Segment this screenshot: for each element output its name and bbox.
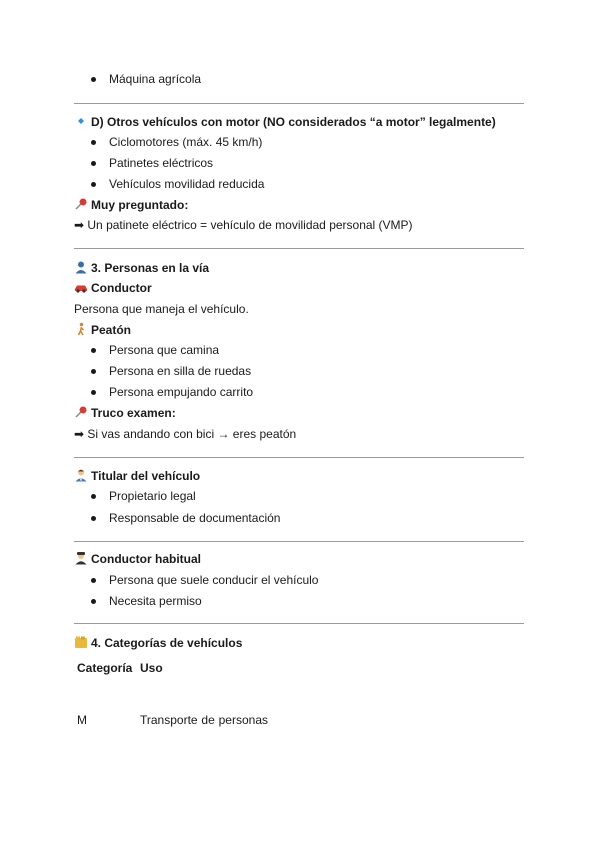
section-4-heading: 4. Categorías de vehículos [74, 635, 242, 651]
tip-text: ➡ Si vas andando con bici → eres peatón [74, 427, 297, 441]
list-item: Vehículos movilidad reducida [109, 177, 265, 191]
habitual-heading: Conductor habitual [74, 551, 201, 567]
bullet [91, 578, 96, 583]
tip-label: Truco examen: [74, 405, 176, 421]
card-index-dividers-icon [74, 635, 88, 649]
peaton-heading: Peatón [74, 322, 131, 338]
conductor-text: Persona que maneja el vehículo. [74, 302, 249, 316]
blue-diamond-icon [74, 114, 88, 128]
bullet [91, 182, 96, 187]
note-text: ➡ Un patinete eléctrico = vehículo de movilidad personal (VMP) [74, 218, 413, 232]
list-item: Persona que camina [109, 343, 220, 357]
pushpin-icon [74, 197, 88, 211]
divider [74, 103, 524, 104]
list-item: Responsable de documentación [109, 511, 281, 525]
person-silhouette-icon [74, 260, 88, 274]
bullet [91, 77, 96, 82]
bullet [91, 599, 96, 604]
bullet [91, 494, 96, 499]
driver-icon [74, 551, 88, 565]
table-cell-uso: Transporte de personas [140, 713, 268, 727]
list-item: Patinetes eléctricos [109, 156, 214, 170]
office-worker-icon [74, 468, 88, 482]
divider [74, 248, 524, 249]
bullet [91, 140, 96, 145]
car-icon [74, 280, 88, 294]
list-item: Máquina agrícola [109, 72, 202, 86]
section-3-heading: 3. Personas en la vía [74, 260, 209, 276]
divider [74, 623, 524, 624]
walking-person-icon [74, 322, 88, 336]
list-item: Persona que suele conducir el vehículo [109, 573, 319, 587]
bullet [91, 390, 96, 395]
list-item: Necesita permiso [109, 594, 202, 608]
section-d-heading: D) Otros vehículos con motor (NO considerados “a motor” legalmente) [74, 114, 496, 130]
divider [74, 541, 524, 542]
list-item: Propietario legal [109, 489, 196, 503]
titular-heading: Titular del vehículo [74, 468, 200, 484]
note-label: Muy preguntado: [74, 197, 188, 213]
list-item: Ciclomotores (máx. 45 km/h) [109, 135, 263, 149]
divider [74, 457, 524, 458]
bullet [91, 348, 96, 353]
bullet [91, 369, 96, 374]
table-cell-categoria: M [77, 713, 87, 727]
list-item: Persona en silla de ruedas [109, 364, 252, 378]
bullet [91, 516, 96, 521]
list-item: Persona empujando carrito [109, 385, 254, 399]
table-header-categoria: Categoría [77, 661, 133, 675]
table-header-uso: Uso [140, 661, 163, 675]
conductor-heading: Conductor [74, 280, 152, 296]
bullet [91, 161, 96, 166]
pushpin-icon [74, 405, 88, 419]
